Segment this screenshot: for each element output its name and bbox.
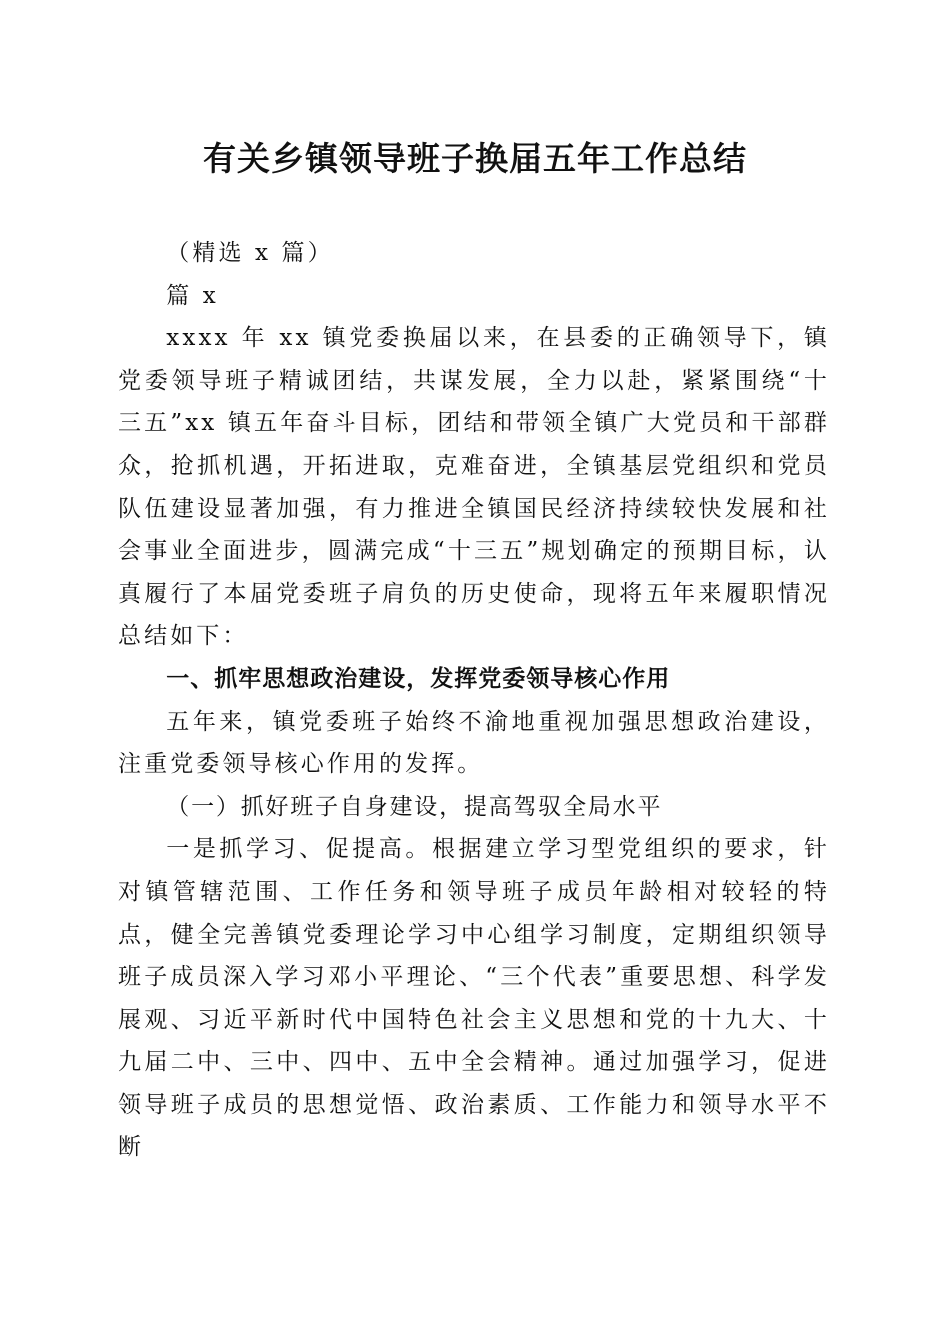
section-1-paragraph: 五年来，镇党委班子始终不渝地重视加强思想政治建设，注重党委领导核心作用的发挥。: [118, 708, 830, 778]
article-label: 篇 x: [166, 282, 219, 309]
document-title: 有关乡镇领导班子换届五年工作总结: [203, 139, 747, 178]
selection-note: （精选 x 篇）: [166, 240, 334, 266]
subsection-1-paragraph: 一是抓学习、促提高。根据建立学习型党组织的要求，针对镇管辖范围、工作任务和领导班子成员年龄相对较轻的特点，健全完善镇党委理论学习中心组学习制度，定期组织领导班子成员深入学习邓小平理论、“三个代表”重要思想、科学发展观、习近平新时代中国特色社会主义思想和党的十九大、十九届二中、三中、四中、五中全会精神。通过加强学习，促进领导班子成员的思想觉悟、政治素质、工作能力和领导水平不断: [118, 836, 830, 1161]
document-body: [118, 232, 830, 1169]
intro-paragraph: xxxx 年 xx 镇党委换届以来，在县委的正确领导下，镇党委领导班子精诚团结，共谋发展，全力以赴，紧紧围绕“十三五”xx 镇五年奋斗目标，团结和带领全镇广大党员和干部群众，抢抓机遇，开拓进取，克难奋进，全镇基层党组织和党员队伍建设显著加强，有力推进全镇国民经济持续较快发展和社会事业全面进步，圆满完成“十三五”规划确定的预期目标，认真履行了本届党委班子肩负的历史使命，现将五年来履职情况总结如下：: [118, 325, 830, 650]
subsection-heading-1: （一）抓好班子自身建设，提高驾驭全局水平: [166, 793, 663, 820]
section-heading-1: 一、抓牢思想政治建设，发挥党委领导核心作用: [166, 665, 671, 692]
